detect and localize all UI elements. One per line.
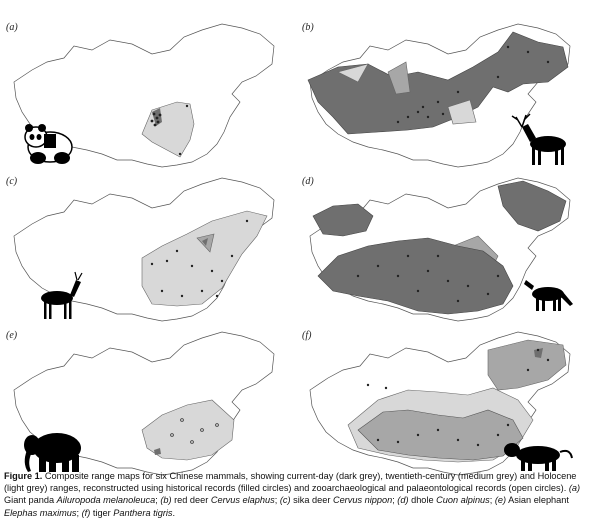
- panel-f: [298, 330, 583, 490]
- caption-b-sci: Cervus elaphus: [210, 495, 275, 506]
- dhole-silhouette: [524, 280, 573, 311]
- caption-f-common: tiger: [90, 507, 114, 518]
- caption-e-sci: Elephas maximus: [4, 507, 77, 518]
- caption-f-sci: Panthera tigris: [113, 507, 173, 518]
- caption-c-sci: Cervus nippon: [332, 495, 393, 506]
- panel-c: [2, 176, 287, 336]
- panel-e: [2, 330, 287, 490]
- range-map-d: [298, 176, 583, 336]
- caption-d-label: (d): [397, 495, 409, 506]
- elephant-silhouette: [24, 433, 81, 472]
- caption-c-common: sika deer: [290, 495, 333, 506]
- caption-d-common: dhole: [408, 495, 437, 506]
- caption-a-label: (a): [568, 483, 581, 494]
- figure-caption: Figure 1. Composite range maps for six Chinese mammals, showing current-day (dark grey), twentieth-century (medium grey) and Holocene (light grey) ranges, reconstructed using historical records (filled circles) and zooarchaeological and palaeontological records (open circles). (a) Giant panda Ailuropoda melanoleuca; (b) red deer Cervus elaphus; (c) sika deer Cervus nippon; (d) dhole Cuon alpinus; (e) Asian elephant Elephas maximus; (f) tiger Panthera tigris.: [4, 471, 581, 518]
- panel-label-a: (a): [6, 22, 18, 33]
- caption-c-label: (c): [279, 495, 291, 506]
- panel-label-f: (f): [302, 330, 312, 341]
- caption-e-label: (e): [494, 495, 507, 506]
- tiger-silhouette: [504, 443, 572, 471]
- panel-a: [2, 22, 287, 182]
- caption-e-common: Asian elephant: [506, 495, 569, 506]
- caption-a-common: Giant panda: [4, 495, 57, 506]
- holocene-range-c: [142, 211, 267, 306]
- sika-deer-silhouette: [41, 272, 82, 319]
- panel-b: [298, 22, 583, 182]
- panel-d: [298, 176, 583, 336]
- range-map-a: [2, 22, 287, 182]
- caption-d-sci: Cuon alpinus: [436, 495, 490, 506]
- caption-a-sci: Ailuropoda melanoleuca: [56, 495, 156, 506]
- figure-label: Figure 1.: [4, 471, 43, 481]
- current-range-d-west: [313, 204, 373, 236]
- range-map-b: [298, 22, 583, 182]
- current-range-b: [308, 32, 568, 134]
- panel-label-c: (c): [6, 176, 18, 187]
- caption-f-label: (f): [81, 507, 91, 518]
- caption-b-label: (b): [160, 495, 172, 506]
- panel-label-b: (b): [302, 22, 314, 33]
- range-map-c: [2, 176, 287, 336]
- range-map-e: [2, 330, 287, 490]
- panel-label-d: (d): [302, 176, 314, 187]
- panel-label-e: (e): [6, 330, 18, 341]
- range-map-f: [298, 330, 583, 490]
- caption-text: Composite range maps for six Chinese mammals, showing current-day (dark grey), twentieth-century (medium grey) and Holocene (light grey) ranges, reconstructed using historical records (filled circles) and zooarchaeological and palaeontological records (open circles).: [4, 471, 577, 494]
- caption-b-common: red deer: [171, 495, 211, 506]
- red-deer-silhouette: [512, 114, 566, 165]
- panda-silhouette: [25, 124, 72, 164]
- holocene-range-a: [142, 102, 194, 157]
- current-range-d-north: [498, 181, 566, 231]
